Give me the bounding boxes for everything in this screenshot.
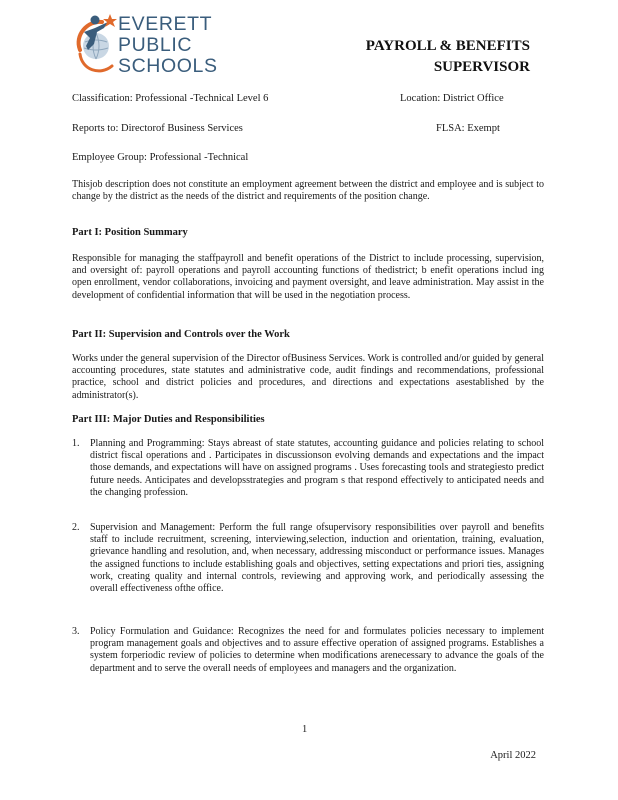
duty-number: 2. [72,522,80,533]
part-2-body: Works under the general supervision of the Director ofBusiness Services. Work is controlled and/or guided by general accounting procedures, state statutes and administrative code, audit findings and recommendations, professional practice, school and district policies and procedures, and directions and expectations asestablished by the administrator(s). [72,353,544,401]
intro-paragraph: Thisjob description does not constitute an employment agreement between the district and employee and is subject to change by the district as the needs of the district and requirements of the position change. [72,179,544,203]
globe-person-icon [70,10,120,82]
logo-line-1: EVERETT [118,13,213,35]
logo-line-2: PUBLIC [118,34,193,56]
revision-date: April 2022 [490,750,536,761]
duty-text: Supervision and Management: Perform the full range ofsupervisory responsibilities over payroll and benefits staff to include recruitment, screening, interviewing,selection, induction and orientation, training, evaluation, grievance handling and resolution, and, when necessary, addressing misconduct or performance issues. Manages the assigned functions to include establishing goals and objectives, setting expectations and priori ties, assigning work, creating quality and internal controls, reviewing and approving work, and periodically assessing the overall effectiveness ofthe office. [90,522,544,595]
reports-to: Reports to: Directorof Business Services [72,123,243,134]
employee-group: Employee Group: Professional -Technical [72,152,249,163]
flsa-status: FLSA: Exempt [436,123,500,134]
duty-text: Policy Formulation and Guidance: Recognizes the need for and formulates policies necessary to implement program management goals and objectives and to assure effective operation of assigned programs. Establishes a system forperiodic review of policies to determine when modifications arenecessary to advance the goals of the department and to serve the overall needs of employees and managers and the organization. [90,626,544,674]
part-1-heading: Part I: Position Summary [72,227,188,238]
page-number: 1 [302,724,308,735]
district-logo [70,10,240,82]
job-title [366,36,530,78]
duty-item [72,626,544,675]
job-title-line-2: SUPERVISOR [433,59,530,75]
duty-item [72,522,544,595]
duty-text: Planning and Programming: Stays abreast of state statutes, accounting guidance and policies relating to school district fiscal operations and . Participates in discussionson evolving demands and expectations and the impact those demands, and expectations will have on assigned programs . Uses forecasting tools and strategiesto predict future needs. Anticipates and developsstrategies and program s that respond effectively to anticipated needs and the changing profession. [90,438,544,498]
classification: Classification: Professional -Technical Level 6 [72,93,269,104]
duty-number: 3. [72,626,80,637]
job-title-line-1: PAYROLL & BENEFITS [365,38,530,54]
part-3-heading: Part III: Major Duties and Responsibilities [72,414,265,425]
logo-wordmark [118,14,218,77]
duty-number: 1. [72,438,80,449]
logo-line-3: SCHOOLS [118,55,218,77]
duty-item [72,438,544,499]
part-1-body: Responsible for managing the staffpayroll and benefit operations of the District to include processing, supervision, and oversight of: payroll operations and payroll accounting functions of thedistrict; b enefit operations includ ing open enrollment, vendor collaborations, invoicing and payment oversight, and leave administration. May assist in the development of confidential information that will be used in the negotiation process. [72,253,544,301]
location: Location: District Office [400,93,504,104]
part-2-heading: Part II: Supervision and Controls over the Work [72,329,290,340]
